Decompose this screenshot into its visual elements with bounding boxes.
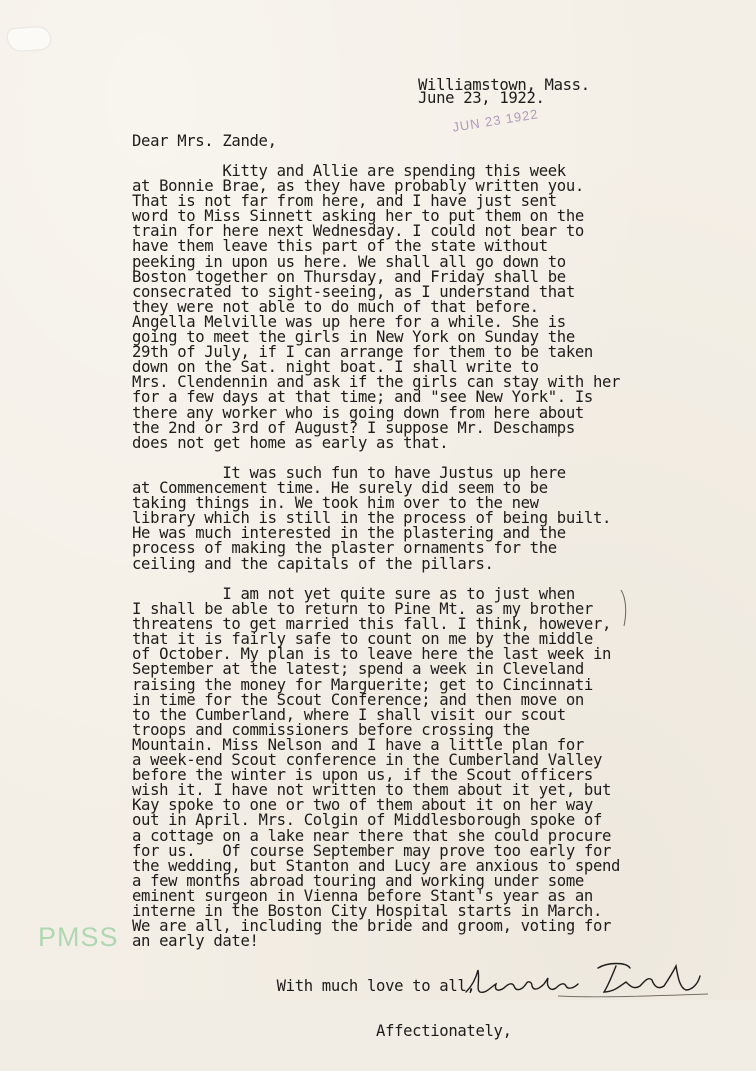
letter-line: We are all, including the bride and groom, voting for [132, 917, 612, 936]
closing-line-1: With much love to all, [132, 977, 476, 996]
letter-line: at Bonnie Brae, as they have probably written you. [132, 177, 584, 196]
letter-line: He was much interested in the plastering and the [132, 524, 566, 543]
letter-line: that it is fairly safe to count on me by the middle [132, 630, 593, 649]
letter-line: an early date! [132, 932, 259, 951]
letter-line: down on the Sat. night boat. I shall write to [132, 358, 539, 377]
letter-line: ceiling and the capitals of the pillars. [132, 554, 494, 573]
letter-line: Mrs. Clendennin and ask if the girls can stay with her [132, 373, 621, 392]
letter-line: word to Miss Sinnett asking her to put them on the [132, 207, 584, 226]
letter-line: the 2nd or 3rd of August? I suppose Mr. Deschamps [132, 418, 575, 437]
letter-line: there any worker who is going down from here about [132, 403, 584, 422]
letter-date: June 23, 1922. [418, 89, 545, 107]
letter-line: It was such fun to have Justus up here [132, 464, 566, 482]
letter-line: for us. Of course September may prove too early for [132, 841, 612, 860]
letter-line: I am not yet quite sure as to just when [132, 585, 575, 603]
letter-line: Kay spoke to one or two of them about it on her way [132, 796, 593, 815]
letter-line: Angella Melville was up here for a while. She is [132, 312, 566, 331]
letter-line: threatens to get married this fall. I think, however, [132, 615, 612, 634]
letter-line: a few months abroad touring and working under some [132, 871, 584, 890]
letter-line: Kitty and Allie are spending this week [132, 162, 566, 180]
letter-line: a week-end Scout conference in the Cumberland Valley [132, 751, 602, 770]
letter-line: before the winter is upon us, if the Scout officers [132, 766, 593, 785]
letter-line: Boston together on Thursday, and Friday shall be [132, 267, 566, 286]
letter-line: going to meet the girls in New York on Sunday the [132, 328, 575, 347]
letter-line: I shall be able to return to Pine Mt. as my brother [132, 600, 593, 619]
paragraph-2 [132, 466, 611, 572]
letter-line: they were not able to do much of that before. [132, 297, 539, 316]
letter-line: out in April. Mrs. Colgin of Middlesborough spoke of [132, 811, 602, 830]
closing-line-2: Affectionately, [132, 1022, 512, 1041]
letter-line: to the Cumberland, where I shall visit our scout [132, 705, 566, 724]
letter-line: consecrated to sight-seeing, as I understand that [132, 282, 575, 301]
letter-line: train for here next Wednesday. I could not bear to [132, 222, 584, 241]
letter-line: troops and commissioners before crossing the [132, 720, 530, 739]
letter-line: in time for the Scout Conference; and then move on [132, 690, 584, 709]
letter-line: peeking in upon us here. We shall all go down to [132, 252, 566, 271]
letter-line: does not get home as early as that. [132, 433, 449, 452]
letter-line: the wedding, but Stanton and Lucy are anxious to spend [132, 856, 621, 875]
letter-line: 29th of July, if I can arrange for them to be taken [132, 343, 593, 362]
letter-line: September at the latest; spend a week in Cleveland [132, 660, 584, 679]
letter-line: have them leave this part of the state without [132, 237, 548, 256]
letter-line: interne in the Boston City Hospital starts in March. [132, 901, 602, 920]
letter-line: That is not far from here, and I have just sent [132, 192, 557, 211]
letter-line: of October. My plan is to leave here the last week in [132, 645, 612, 664]
margin-pencil-mark [618, 588, 630, 628]
letter-line: at Commencement time. He surely did seem to be [132, 479, 548, 498]
closing [132, 949, 512, 1070]
letter-line: process of making the plaster ornaments for the [132, 539, 557, 558]
letter-line: taking things in. We took him over to the new [132, 494, 539, 513]
paragraph-3 [132, 587, 620, 949]
letter-line: for a few days at that time; and "see New York". Is [132, 388, 593, 407]
paragraph-1 [132, 164, 620, 451]
archive-watermark: PMSS [38, 922, 119, 952]
letter-place: Williamstown, Mass. [418, 76, 590, 94]
handwritten-signature [458, 956, 718, 1000]
letter-line: Mountain. Miss Nelson and I have a little plan for [132, 735, 584, 754]
letter-line: eminent surgeon in Vienna before Stant's year as an [132, 886, 593, 905]
letter-line: wish it. I have not written to them about it yet, but [132, 781, 612, 800]
letter-line: raising the money for Marguerite; get to Cincinnati [132, 675, 593, 694]
letter-line: library which is still in the process of being built. [132, 509, 612, 528]
torn-corner [7, 27, 50, 52]
salutation: Dear Mrs. Zande, [132, 132, 277, 150]
received-stamp: JUN 23 1922 [451, 106, 540, 135]
letter-line: a cottage on a lake near there that she could procure [132, 826, 612, 845]
